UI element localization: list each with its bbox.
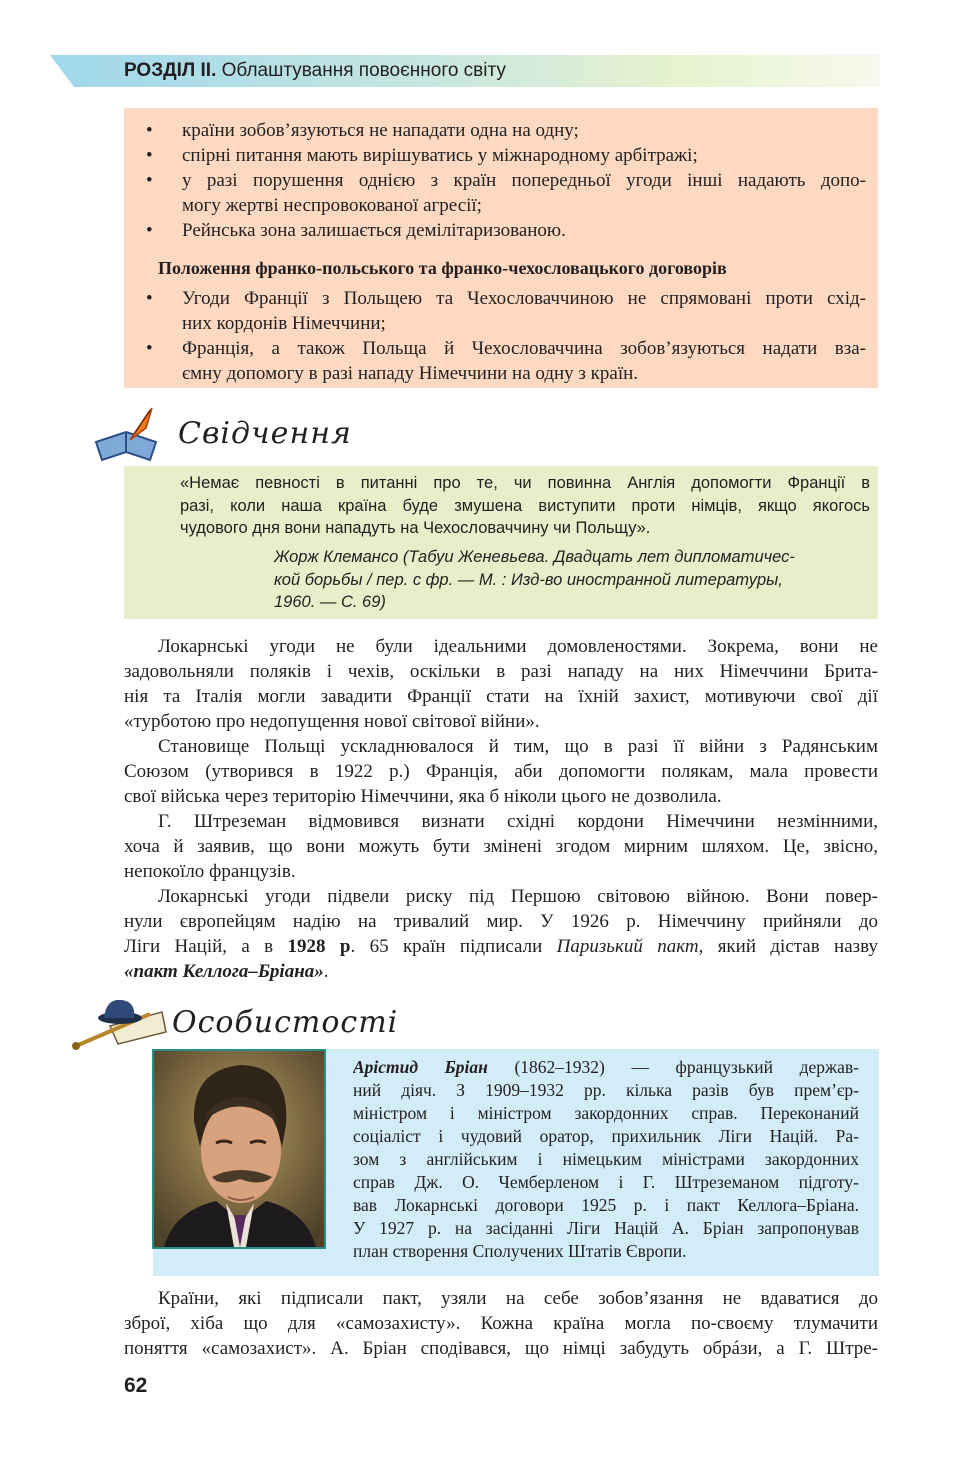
paragraph: Г. Штреземан відмовився визнати східні кордони Німеччини незмінними, хоча й заявив, що вони можуть бути змінені згодом мирним шляхом. Це, звісно, непокоїло французів. [124, 811, 878, 882]
section-header [50, 55, 880, 87]
paragraph: Становище Польщі ускладнювалося й тим, що в разі її війни з Радянським Союзом (утворився в 1922 р.) Франція, аби допомогти полякам, мала провести свої війська через територію Німеччини, яка б ніколи цього не дозволила. [124, 736, 878, 807]
person-name: Арістид Бріан [353, 1057, 488, 1077]
aristide-briand-portrait [152, 1049, 326, 1249]
paragraph: Локарнські угоди підвели риску під Першою світовою війною. Вони повер- нули європейцям надію на тривалий мир. У 1926 р. Німеччину прийняли до Ліги Націй, а в 1928 р. 65 країн підписали Паризький пакт, який дістав назву «пакт Келлога–Бріана». [124, 886, 878, 982]
book-quill-icon [90, 402, 166, 466]
page-number: 62 [124, 1374, 148, 1397]
paragraph-line: Ліги Націй, а в 1928 р. 65 країн підписали Паризький пакт, який дістав назву [124, 936, 878, 957]
header-title: РОЗДІЛ ІІ. Облаштування повоєнного світу [124, 60, 506, 81]
personalities-heading: Особистості [172, 1005, 399, 1040]
hat-cane-icon [70, 992, 170, 1052]
paragraph: Країни, які підписали пакт, узяли на себе зобов’язання не вдаватися до зброї, хіба що для «самозахисту». Кожна країна могла по-своєму тлумачити поняття «самозахист». А. Бріан сподівався, що німці забудуть обрáзи, а Г. Штре- [124, 1288, 878, 1359]
testimony-heading: Свідчення [178, 416, 352, 451]
treaty-terms-box: • країни зобов’язуються не нападати одна на одну; • спірні питання мають вирішуватись у міжнародному арбітражі; • у разі порушення однією з країн попередньої угоди інші надають допо- могу жертві неспровокованої агресії; • Рейнська зона залишається демілітаризованою. Положення франко-польського та франко-чехословацького договорів • Угоди Франції з Польщею та Чехословаччиною не спрямовані проти схід- них кордонів Німеччини; • Франція, а також Польща й Чехословаччина зобов’язуються надати вза- ємну допомогу в разі нападу Німеччини на одну з країн. [124, 108, 878, 388]
portrait-image [154, 1051, 324, 1247]
personality-bio: Арістид Бріан (1862–1932) — французький держав- ний діяч. З 1909–1932 рр. кілька разів був прем’єр- міністром і міністром закордонних справ. Переконаний соціаліст і чудовий оратор, прихильник Ліги Націй. Ра- зом з англійським і німецьким міністрами закордонних справ Дж. О. Чемберленом і Г. Штреземаном підготу- вав Локарнські договори 1925 р. і пакт Келлога–Бріана. У 1927 р. на засіданні Ліги Націй А. Бріан запропонував план створення Сполучених Штатів Європи. [353, 1057, 859, 1261]
box-subtitle: Положення франко-польського та франко-чехословацького договорів [158, 258, 727, 278]
paragraph: Локарнські угоди не були ідеальними домовленостями. Зокрема, вони не задовольняли поляків і чехів, оскільки в разі нападу на них Німеччини Брита- нія та Італія могли завадити Франції стати на їхній захист, мотивуючи свої дії «турботою про недопущення нової світової війни». [124, 636, 878, 732]
testimony-box [124, 466, 878, 619]
paragraph-line: «пакт Келлога–Бріана». [124, 961, 329, 982]
testimony-source: Жорж Клемансо (Табуи Женевьева. Двадцать лет дипломатичес- кой борьбы / пер. с фр. — М. : Изд-во иностранной литературы, 1960. — С. 69) [274, 548, 795, 611]
bio-line: Арістид Бріан (1862–1932) — французький держав- [353, 1057, 859, 1077]
testimony-quote: «Немає певності в питанні про те, чи повинна Англія допомогти Франції в разі, коли наша країна буде змушена виступити проти німців, якщо якогось чудового дня вони нападуть на Чехословаччину чи Польщу». [180, 474, 870, 537]
